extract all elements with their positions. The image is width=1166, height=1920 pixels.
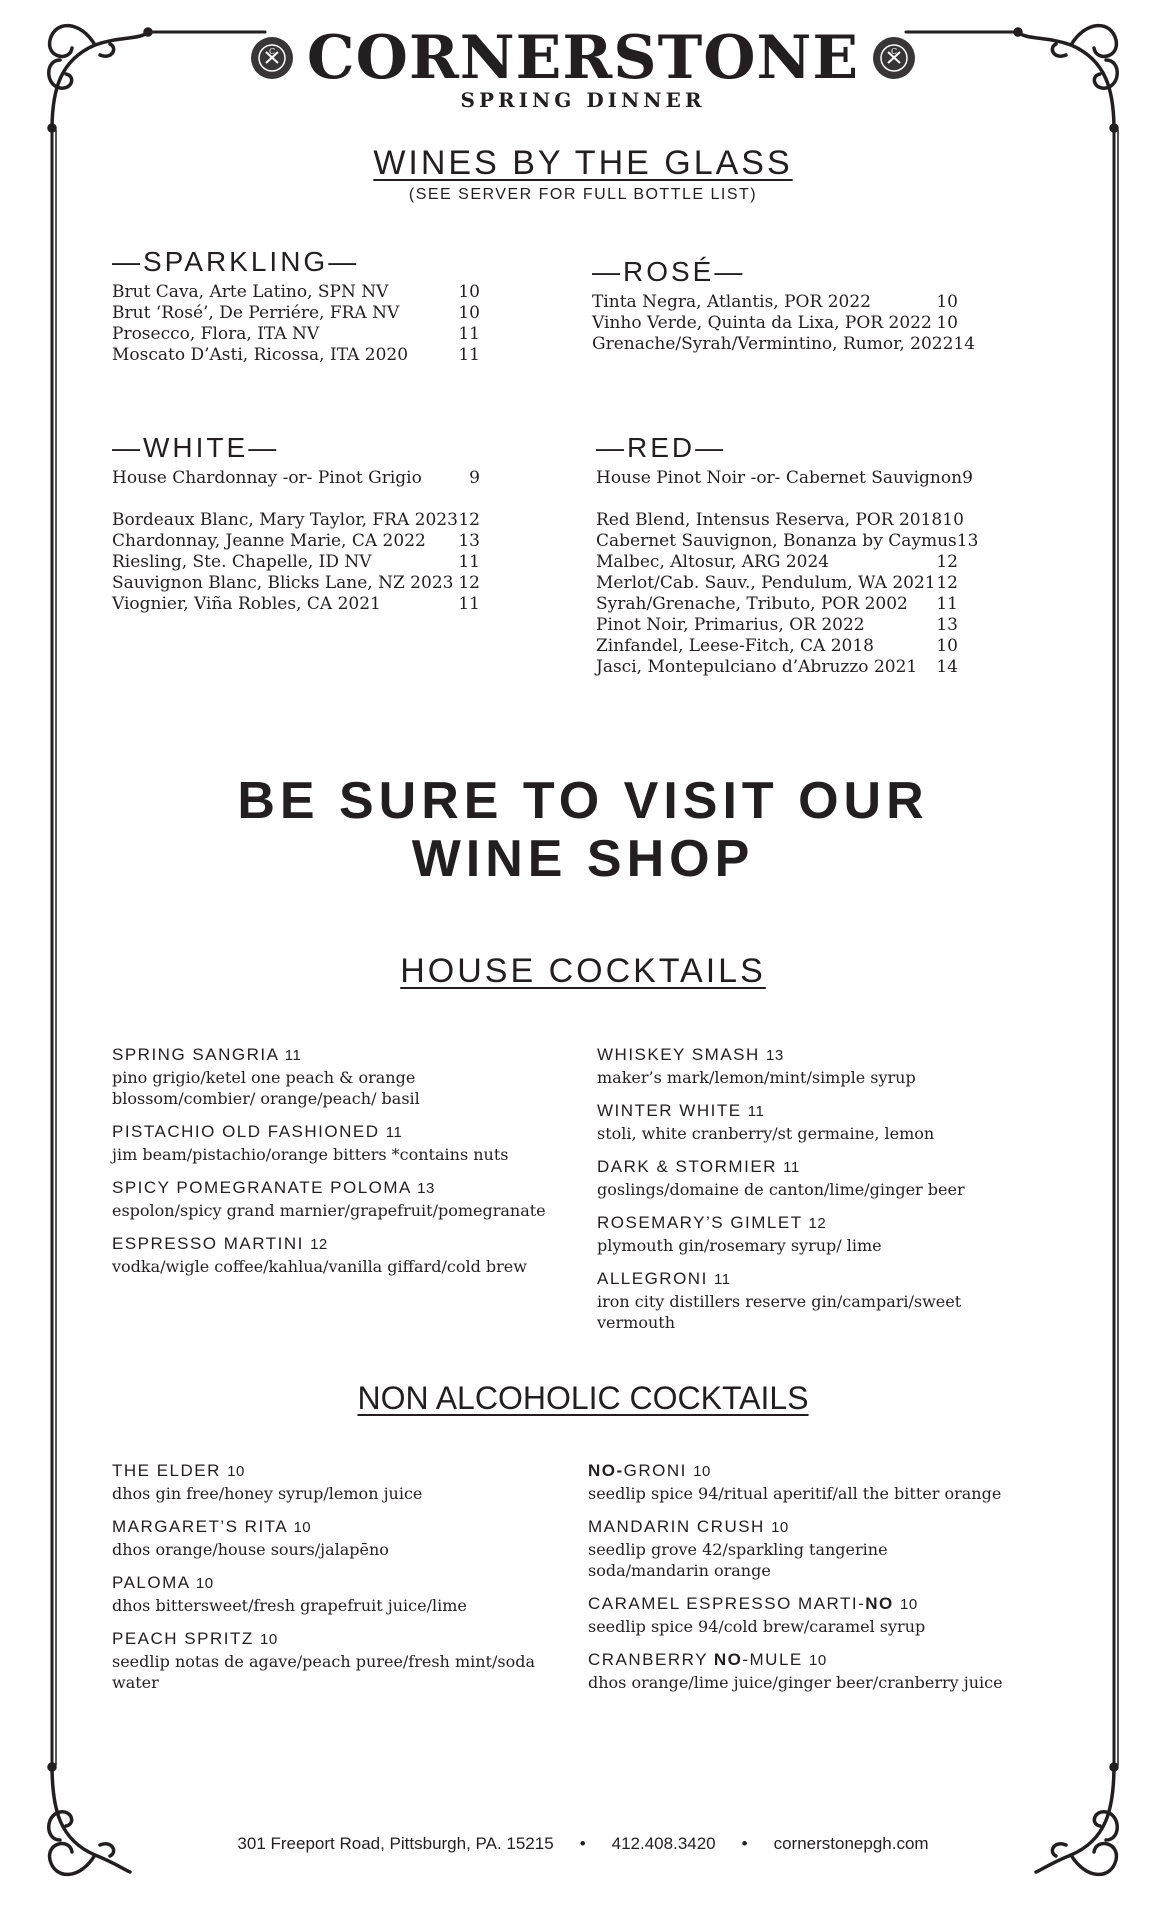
address: 301 Freeport Road, Pittsburgh, PA. 15215 [237,1834,554,1853]
cocktail-item: MARGARET’S RITA 10 dhos orange/house sours/jalapēno [112,1517,389,1559]
na-cocktails-right [588,1460,1008,1705]
cocktail-item: CARAMEL ESPRESSO MARTI-NO 10 seedlip spice 94/cold brew/caramel syrup [588,1594,926,1636]
wine-item: Prosecco, Flora, ITA NV 11 [112,324,480,344]
utensils-badge-icon [873,37,915,79]
wine-item: Brut ‘Rosé’, De Perriére, FRA NV 10 [112,303,480,323]
brand-name: CORNERSTONE [306,23,860,93]
wine-item: Merlot/Cab. Sauv., Pendulum, WA 2021 12 [596,573,958,593]
house-wine: House Chardonnay -or- Pinot Grigio 9 [112,468,480,488]
section-heading: —WHITE— [112,432,280,463]
wine-item: Brut Cava, Arte Latino, SPN NV 10 [112,282,480,302]
cocktail-item: PEACH SPRITZ 10 seedlip notas de agave/peach puree/fresh mint/soda water [112,1629,535,1692]
wine-item: Bordeaux Blanc, Mary Taylor, FRA 2023 12 [112,510,480,530]
cocktail-item: WHISKEY SMASH 13 maker’s mark/lemon/mint/simple syrup [597,1045,916,1087]
cocktail-item: CRANBERRY NO-MULE 10 dhos orange/lime juice/ginger beer/cranberry juice [588,1650,1003,1692]
wine-item: Zinfandel, Leese-Fitch, CA 2018 10 [596,636,958,656]
wine-item: Malbec, Altosur, ARG 2024 12 [596,552,958,572]
cocktail-item: SPRING SANGRIA 11 pino grigio/ketel one peach & orange blossom/combier/ orange/peach/ basil [112,1045,420,1108]
svg-text:C: C [268,47,275,56]
na-cocktails-title: NON ALCOHOLIC COCKTAILS [357,1380,809,1416]
wine-item: Viognier, Viña Robles, CA 2021 11 [112,594,480,614]
separator: • [579,1834,586,1853]
wine-item: Vinho Verde, Quinta da Lixa, POR 2022 10 [592,313,958,333]
wine-item: Jasci, Montepulciano d’Abruzzo 2021 14 [596,657,958,677]
wines-title: WINES BY THE GLASS [373,144,793,182]
separator: • [741,1834,748,1853]
wine-item: Grenache/Syrah/Vermintino, Rumor, 2022 14 [592,334,976,354]
cocktail-item: DARK & STORMIER 11 goslings/domaine de canton/lime/ginger beer [597,1157,965,1199]
wine-item: Syrah/Grenache, Tributo, POR 2002 11 [596,594,958,614]
cocktail-item: NO-GRONI 10 seedlip spice 94/ritual aperitif/all the bitter orange [588,1461,1002,1503]
svg-text:C: C [891,47,898,56]
wine-item: Riesling, Ste. Chapelle, ID NV 11 [112,552,480,572]
cocktail-item: SPICY POMEGRANATE POLOMA 13 espolon/spicy grand marnier/grapefruit/pomegranate [112,1178,546,1220]
section-heading: —ROSÉ— [592,256,746,287]
house-cocktails-title: HOUSE COCKTAILS [400,952,766,990]
phone: 412.408.3420 [611,1834,716,1853]
wine-item: Moscato D’Asti, Ricossa, ITA 2020 11 [112,345,480,365]
wines-note: (SEE SERVER FOR FULL BOTTLE LIST) [408,186,758,203]
section-rose [592,256,976,355]
flourish-bottom-left [49,1764,130,1874]
menu-subtitle: SPRING DINNER [460,88,706,112]
cocktail-item: WINTER WHITE 11 stoli, white cranberry/st germaine, lemon [597,1101,935,1143]
na-cocktails-left [112,1460,542,1705]
cocktail-item: ESPRESSO MARTINI 12 vodka/wigle coffee/kahlua/vanilla giffard/cold brew [112,1234,527,1276]
wine-item: Chardonnay, Jeanne Marie, CA 2022 13 [112,531,480,551]
brand-header [0,22,1166,112]
wine-item: Red Blend, Intensus Reserva, POR 2018 10 [596,510,964,530]
cocktail-item: ALLEGRONI 11 iron city distillers reserve gin/campari/sweet vermouth [597,1269,962,1332]
cocktail-item: PALOMA 10 dhos bittersweet/fresh grapefruit juice/lime [112,1573,467,1615]
house-cocktails-left [112,1044,552,1289]
wine-item: Sauvignon Blanc, Blicks Lane, NZ 2023 12 [112,573,480,593]
section-red [596,432,979,678]
house-wine: House Pinot Noir -or- Cabernet Sauvignon 9 [596,468,973,488]
footer-contact [0,1834,1166,1854]
house-cocktails-right [597,1044,1037,1345]
wine-item: Cabernet Sauvignon, Bonanza by Caymus 13 [596,531,979,551]
wine-item: Tinta Negra, Atlantis, POR 2022 10 [592,292,958,312]
wine-item: Pinot Noir, Primarius, OR 2022 13 [596,615,958,635]
cocktail-item: THE ELDER 10 dhos gin free/honey syrup/lemon juice [112,1461,423,1503]
utensils-badge-icon [251,37,293,79]
flourish-bottom-right [1036,1764,1117,1874]
cocktail-item: ROSEMARY’S GIMLET 12 plymouth gin/rosemary syrup/ lime [597,1213,882,1255]
cocktail-item: PISTACHIO OLD FASHIONED 11 jim beam/pistachio/orange bitters *contains nuts [112,1122,509,1164]
website-link[interactable]: cornerstonepgh.com [773,1834,929,1853]
cocktail-item: MANDARIN CRUSH 10 seedlip grove 42/sparkling tangerine soda/mandarin orange [588,1517,888,1580]
wine-shop-promo: BE SURE TO VISIT OUR WINE SHOP [237,772,929,888]
section-white [112,432,480,615]
section-heading: —SPARKLING— [112,246,360,277]
section-heading: —RED— [596,432,727,463]
section-sparkling [112,246,480,366]
